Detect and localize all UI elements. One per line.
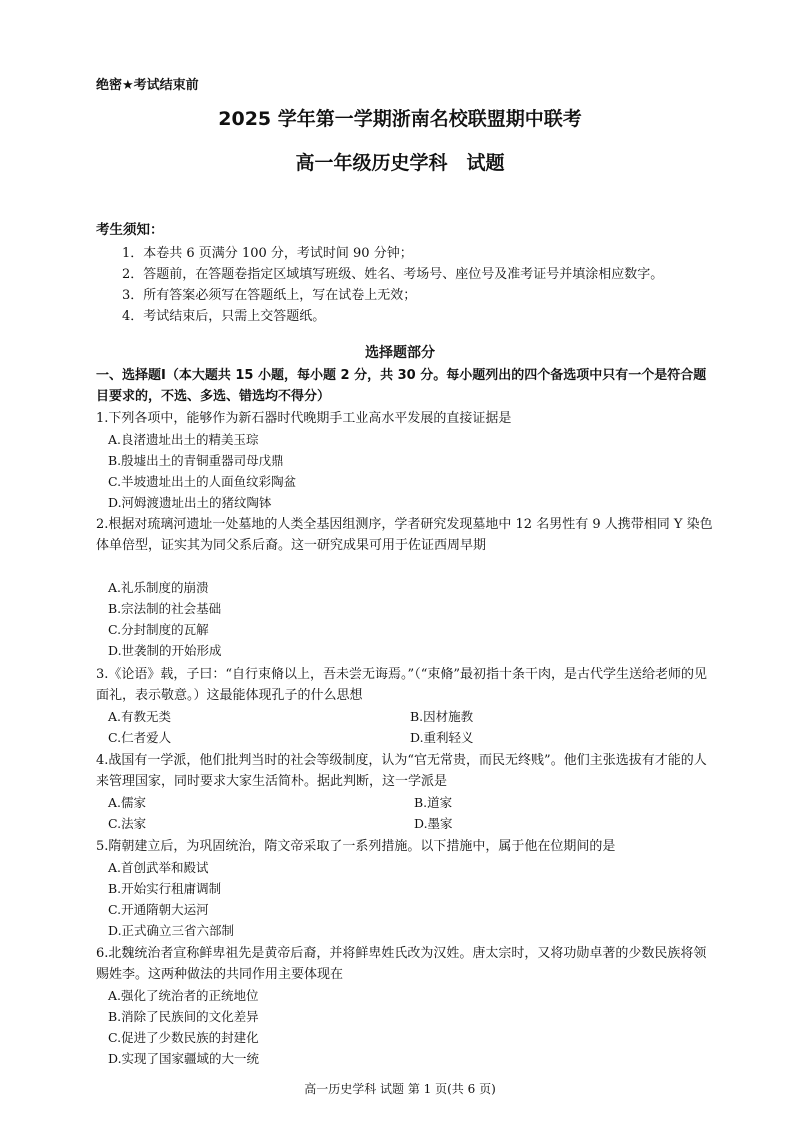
notice-item: 4．考试结束后，只需上交答题纸。 bbox=[122, 309, 326, 324]
option-a: A.礼乐制度的崩溃 bbox=[108, 580, 209, 595]
option-b: B.因材施教 bbox=[410, 709, 474, 724]
option-c: C.仁者爱人 bbox=[108, 730, 172, 745]
option-c: C.开通隋朝大运河 bbox=[108, 902, 209, 917]
option-a: A.儒家 bbox=[108, 795, 147, 810]
option-d: D.河姆渡遗址出土的猪纹陶钵 bbox=[108, 495, 272, 510]
option-c: C.法家 bbox=[108, 816, 147, 831]
part-heading: 一、选择题Ⅰ（本大题共 15 小题，每小题 2 分，共 30 分。每小题列出的四个备选项中只有一个是符合题目要求的，不选、多选、错选均不得分） bbox=[96, 368, 707, 404]
option-a: A.首创武举和殿试 bbox=[108, 860, 209, 875]
option-c: C.促进了少数民族的封建化 bbox=[108, 1030, 259, 1045]
confidential-label: 绝密★考试结束前 bbox=[96, 78, 199, 93]
notice-item: 1．本卷共 6 页满分 100 分，考试时间 90 分钟； bbox=[122, 246, 413, 261]
option-d: D.墨家 bbox=[414, 816, 453, 831]
question-stem: 3.《论语》载，子曰：“自行束脩以上，吾未尝无诲焉。”（“束脩”最初指十条干肉，是古代学生送给老师的见面礼，表示敬意。）这最能体现孔子的什么思想 bbox=[96, 667, 707, 703]
notice-item: 3．所有答案必须写在答题纸上，写在试卷上无效； bbox=[122, 288, 417, 303]
option-d: D.实现了国家疆域的大一统 bbox=[108, 1051, 260, 1066]
option-a: A.强化了统治者的正统地位 bbox=[108, 988, 259, 1003]
question-stem: 6.北魏统治者宣称鲜卑祖先是黄帝后裔，并将鲜卑姓氏改为汉姓。唐太宗时，又将功勋卓著的少数民族将领赐姓李。这两种做法的共同作用主要体现在 bbox=[96, 946, 707, 982]
notice-item: 2．答题前，在答题卷指定区域填写班级、姓名、考场号、座位号及准考证号并填涂相应数字。 bbox=[122, 267, 664, 282]
question-stem: 4.战国有一学派，他们批判当时的社会等级制度，认为“官无常贵，而民无终贱”。他们主张选拔有才能的人来管理国家，同时要求大家生活简朴。据此判断，这一学派是 bbox=[96, 753, 707, 789]
option-c: C.分封制度的瓦解 bbox=[108, 622, 209, 637]
question-stem: 2.根据对琉璃河遗址一处墓地的人类全基因组测序，学者研究发现墓地中 12 名男性有 9 人携带相同 Y 染色体单倍型，证实其为同父系后裔。这一研究成果可用于佐证西周早期 bbox=[96, 517, 713, 553]
option-d: D.世袭制的开始形成 bbox=[108, 643, 222, 658]
option-b: B.宗法制的社会基础 bbox=[108, 601, 222, 616]
question-stem: 5.隋朝建立后，为巩固统治，隋文帝采取了一系列措施。以下措施中，属于他在位期间的是 bbox=[96, 839, 616, 854]
option-a: A.良渚遗址出土的精美玉琮 bbox=[108, 432, 259, 447]
notice-heading: 考生须知： bbox=[96, 222, 164, 238]
option-a: A.有教无类 bbox=[108, 709, 172, 724]
section-title: 选择题部分 bbox=[365, 345, 435, 361]
option-d: D.正式确立三省六部制 bbox=[108, 923, 235, 938]
exam-title: 2025 学年第一学期浙南名校联盟期中联考 bbox=[218, 108, 582, 130]
option-b: B.殷墟出土的青铜重器司母戊鼎 bbox=[108, 453, 284, 468]
option-b: B.道家 bbox=[414, 795, 453, 810]
option-b: B.开始实行租庸调制 bbox=[108, 881, 222, 896]
exam-subtitle: 高一年级历史学科 试题 bbox=[295, 152, 505, 174]
option-c: C.半坡遗址出土的人面鱼纹彩陶盆 bbox=[108, 474, 297, 489]
question-stem: 1.下列各项中，能够作为新石器时代晚期手工业高水平发展的直接证据是 bbox=[96, 411, 512, 426]
option-b: B.消除了民族间的文化差异 bbox=[108, 1009, 259, 1024]
option-d: D.重利轻义 bbox=[410, 730, 474, 745]
page-footer: 高一历史学科 试题 第 1 页(共 6 页) bbox=[304, 1082, 496, 1096]
